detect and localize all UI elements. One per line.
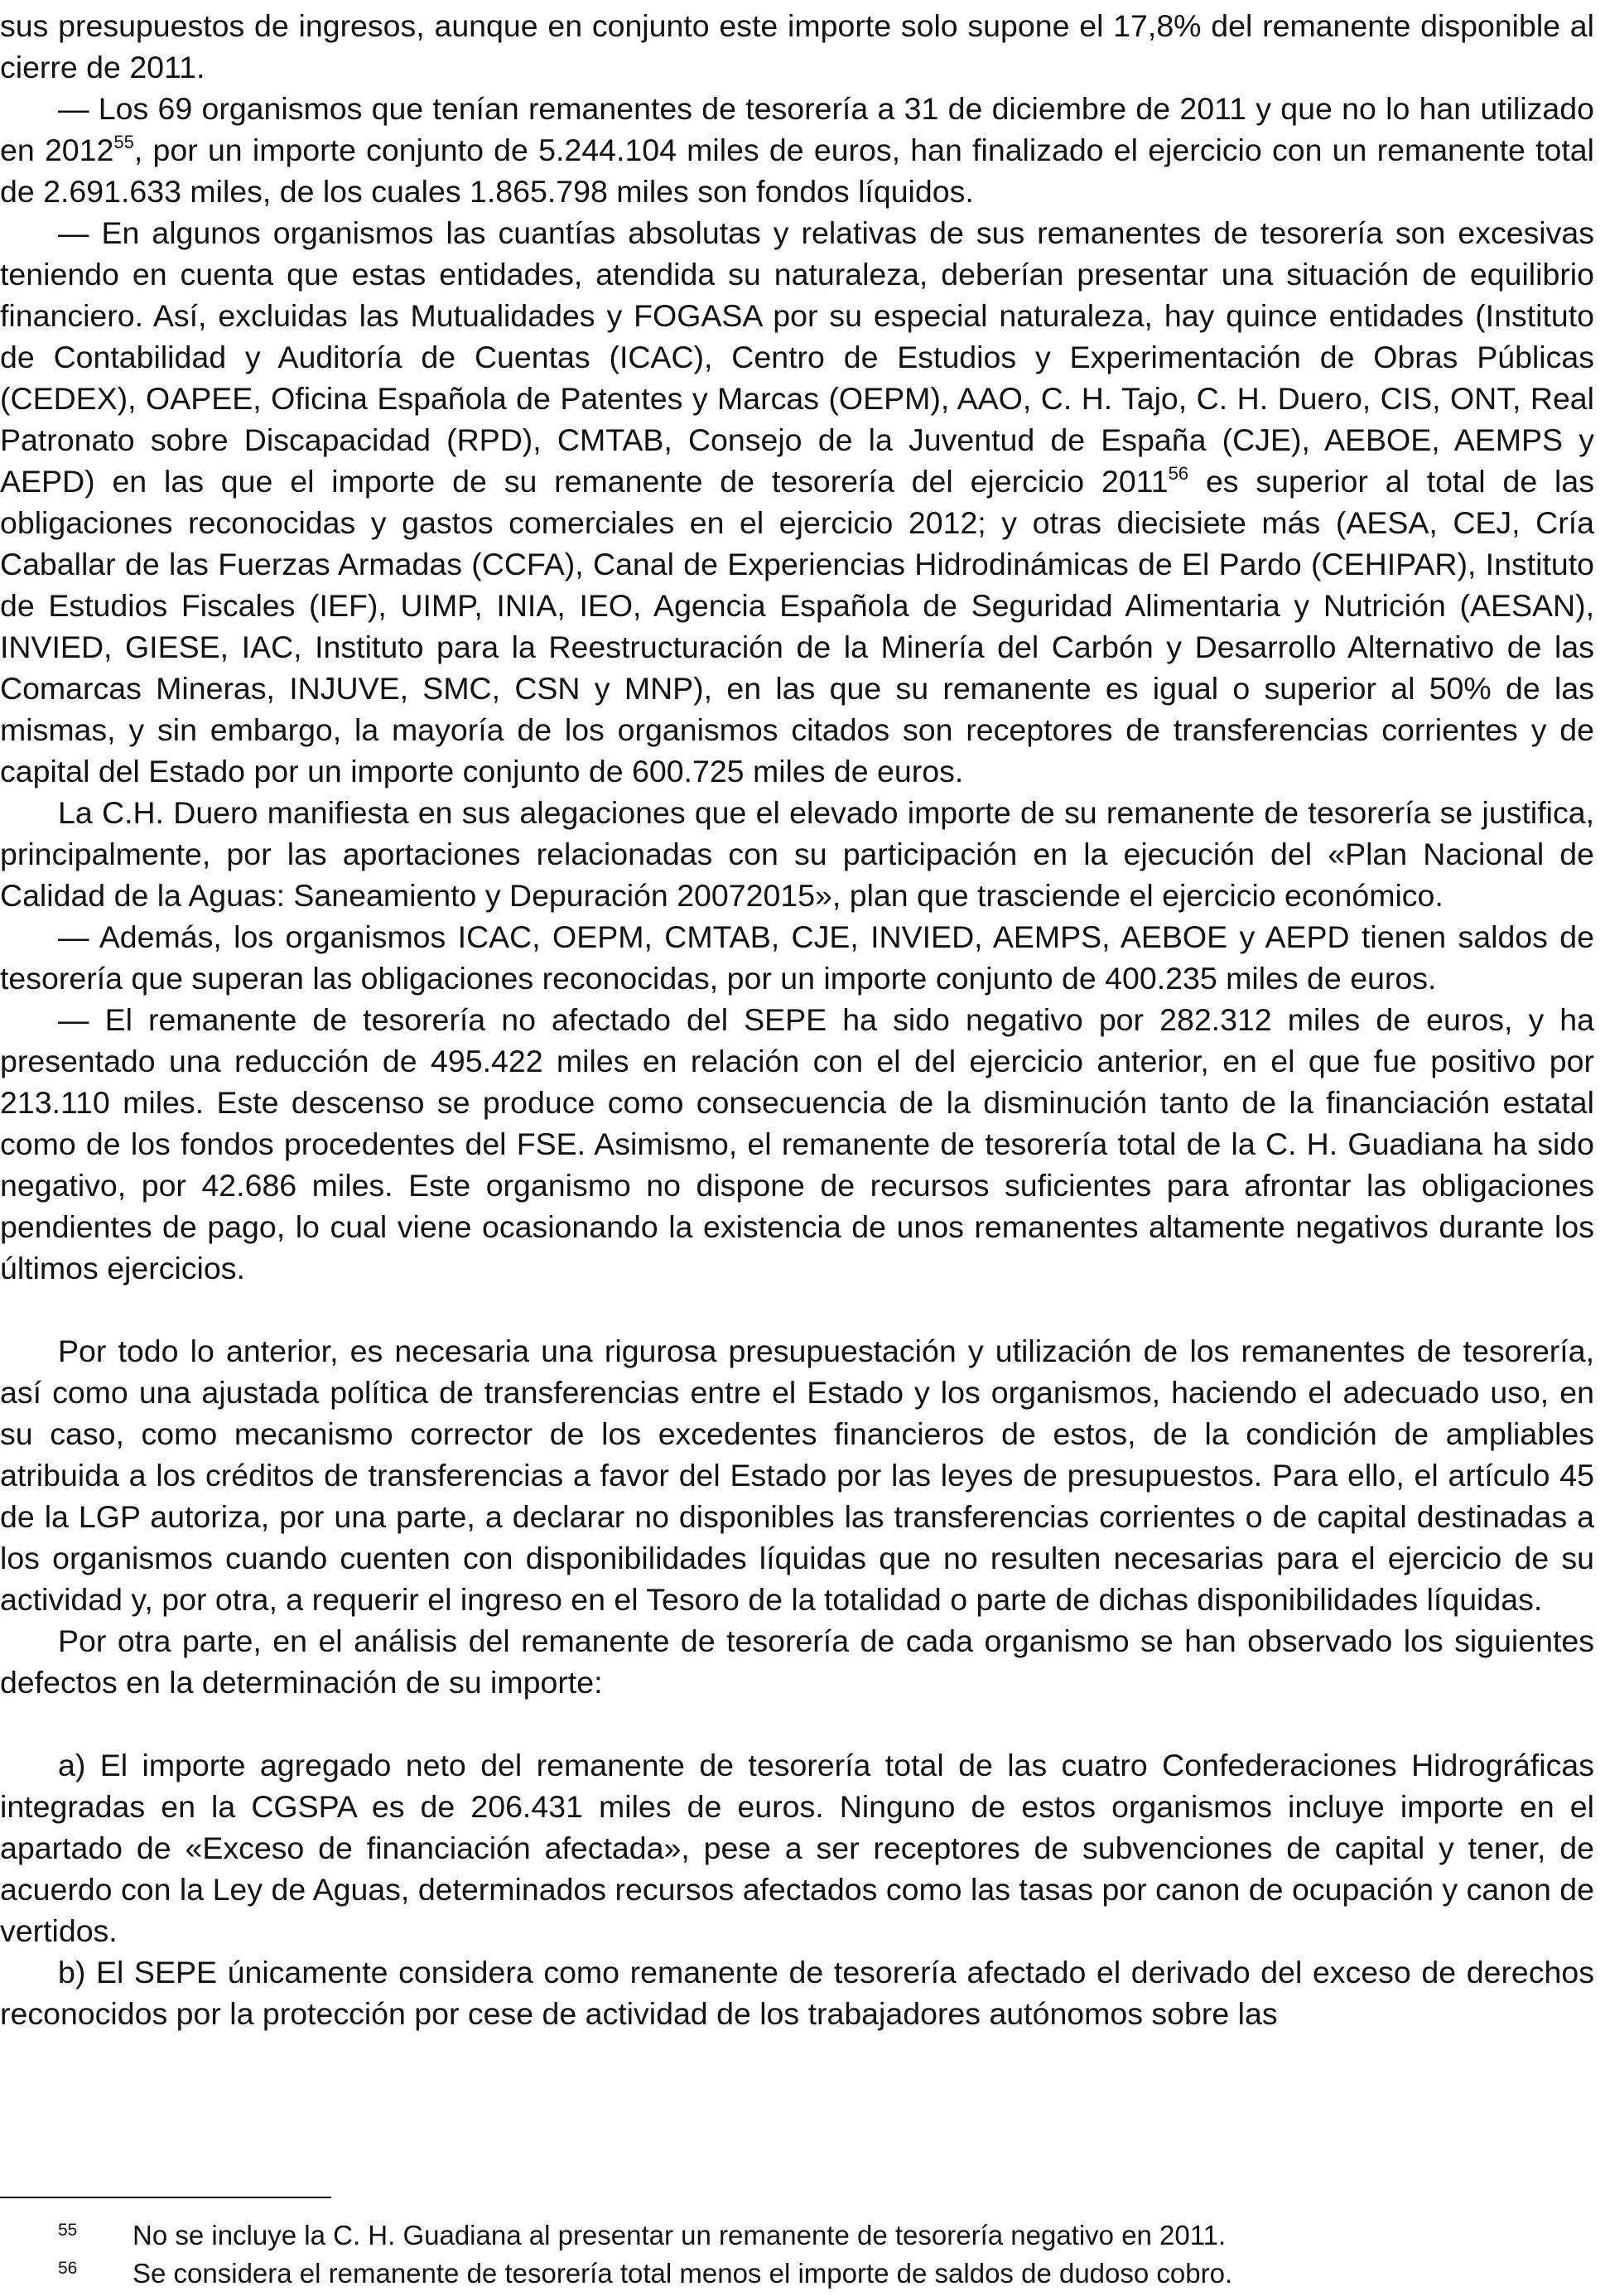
paragraph-text: Por otra parte, en el análisis del remanente de tesorería de cada organismo se han observado los siguientes defectos en la determinación de su importe: [0,1623,1594,1700]
paragraph-9 [0,1744,1594,1951]
footnote-text: No se incluye la C. H. Guadiana al presentar un remanente de tesorería negativo en 2011. [133,2220,1227,2250]
paragraph-text: Por todo lo anterior, es necesaria una rigurosa presupuestación y utilización de los remanentes de tesorería, así como una ajustada política de transferencias entre el Estado y los organismos, haciendo el adecuado uso, en su caso, como mecanismo corrector de los excedentes financieros de estos, de la condición de ampliables atribuida a los créditos de transferencias a favor del Estado por las leyes de presupuestos. Para ello, el artículo 45 de la LGP autoriza, por una parte, a declarar no disponibles las transferencias corrientes o de capital destinadas a los organismos cuando cuenten con disponibilidades líquidas que no resulten necesarias para el ejercicio de su actividad y, por otra, a requerir el ingreso en el Tesoro de la totalidad o parte de dichas disponibilidades líquidas. [0,1334,1594,1617]
footnote-number: 55 [58,2221,78,2240]
paragraph-text: — El remanente de tesorería no afectado del SEPE ha sido negativo por 282.312 miles de euros, y ha presentado una reducción de 495.422 miles en relación con el del ejercicio anterior, en el que fue positivo por 213.110 miles. Este descenso se produce como consecuencia de la disminución tanto de la financiación estatal como de los fondos procedentes del FSE. Asimismo, el remanente de tesorería total de la C. H. Guadiana ha sido negativo, por 42.686 miles. Este organismo no dispone de recursos suficientes para afrontar las obligaciones pendientes de pago, lo cual viene ocasionando la existencia de unos remanentes altamente negativos durante los últimos ejercicios. [0,1002,1594,1285]
paragraph-5 [0,916,1594,999]
paragraph-text: — Los 69 organismos que tenían remanentes de tesorería a 31 de diciembre de 2011 y que no lo han utilizado en 2012 [0,91,1594,167]
footnote-text: Se considera el remanente de tesorería total menos el importe de saldos de dudoso cobro. [133,2258,1233,2289]
paragraph-text: La C.H. Duero manifiesta en sus alegaciones que el elevado importe de su remanente de tesorería se justifica, principalmente, por las aportaciones relacionadas con su participación en la ejecución del «Plan Nacional de Calidad de la Aguas: Saneamiento y Depuración 20072015», plan que trasciende el ejercicio económico. [0,795,1594,913]
paragraph-text: sus presupuestos de ingresos, aunque en conjunto este importe solo supone el 17,8% del remanente disponible al cierre de 2011. [0,8,1594,84]
footnote-55 [0,2216,1574,2255]
footnote-separator [0,2197,331,2198]
paragraph-2 [0,88,1594,212]
paragraph-text: — En algunos organismos las cuantías absolutas y relativas de sus remanentes de tesorería son excesivas teniendo en cuenta que estas entidades, atendida su naturaleza, deberían presentar una situación de equilibrio financiero. Así, excluidas las Mutualidades y FOGASA por su especial naturaleza, hay quince entidades (Instituto de Contabilidad y Auditoría de Cuentas (ICAC), Centro de Estudios y Experimentación de Obras Públicas (CEDEX), OAPEE, Oficina Española de Patentes y Marcas (OEPM), AAO, C. H. Tajo, C. H. Duero, CIS, ONT, Real Patronato sobre Discapacidad (RPD), CMTAB, Consejo de la Juventud de España (CJE), AEBOE, AEMPS y AEPD) en las que el importe de su remanente de tesorería del ejercicio 2011 [0,215,1594,499]
paragraph-4 [0,792,1594,916]
paragraph-7 [0,1330,1594,1620]
paragraph-6 [0,999,1594,1289]
footnote-56 [0,2255,1574,2293]
paragraph-text: — Además, los organismos ICAC, OEPM, CMTAB, CJE, INVIED, AEMPS, AEBOE y AEPD tienen saldos de tesorería que superan las obligaciones reconocidas, por un importe conjunto de 400.235 miles de euros. [0,919,1594,996]
footnote-number: 56 [58,2259,78,2278]
footnote-ref-55[interactable]: 55 [113,131,134,152]
paragraph-text: es superior al total de las obligaciones reconocidas y gastos comerciales en el ejercicio 2012; y otras diecisiete más (AESA, CEJ, Cría Caballar de las Fuerzas Armadas (CCFA), Canal de Experiencias Hidrodinámicas de El Pardo (CEHIPAR), Instituto de Estudios Fiscales (IEF), UIMP, INIA, IEO, Agencia Española de Seguridad Alimentaria y Nutrición (AESAN), INVIED, GIESE, IAC, Instituto para la Reestructuración de la Minería del Carbón y Desarrollo Alternativo de las Comarcas Mineras, INJUVE, SMC, CSN y MNP), en las que su remanente es igual o superior al 50% de las mismas, y sin embargo, la mayoría de los organismos citados son receptores de transferencias corrientes y de capital del Estado por un importe conjunto de 600.725 miles de euros. [0,464,1594,789]
paragraph-1 [0,5,1594,88]
footnote-ref-56[interactable]: 56 [1168,462,1189,484]
paragraph-text: b) El SEPE únicamente considera como remanente de tesorería afectado el derivado del exceso de derechos reconocidos por la protección por cese de actividad de los trabajadores autónomos sobre las [0,1955,1594,2031]
paragraph-8 [0,1620,1594,1703]
paragraph-text: , por un importe conjunto de 5.244.104 miles de euros, han finalizado el ejercicio con un remanente total de 2.691.633 miles, de los cuales 1.865.798 miles son fondos líquidos. [0,133,1594,209]
paragraph-text: a) El importe agregado neto del remanente de tesorería total de las cuatro Confederaciones Hidrográficas integradas en la CGSPA es de 206.431 miles de euros. Ninguno de estos organismos incluye importe en el apartado de «Exceso de financiación afectada», pese a ser receptores de subvenciones de capital y tener, de acuerdo con la Ley de Aguas, determinados recursos afectados como las tasas por canon de ocupación y canon de vertidos. [0,1748,1594,1948]
paragraph-10 [0,1951,1594,2034]
paragraph-3 [0,212,1594,792]
footnotes [0,2216,1574,2293]
